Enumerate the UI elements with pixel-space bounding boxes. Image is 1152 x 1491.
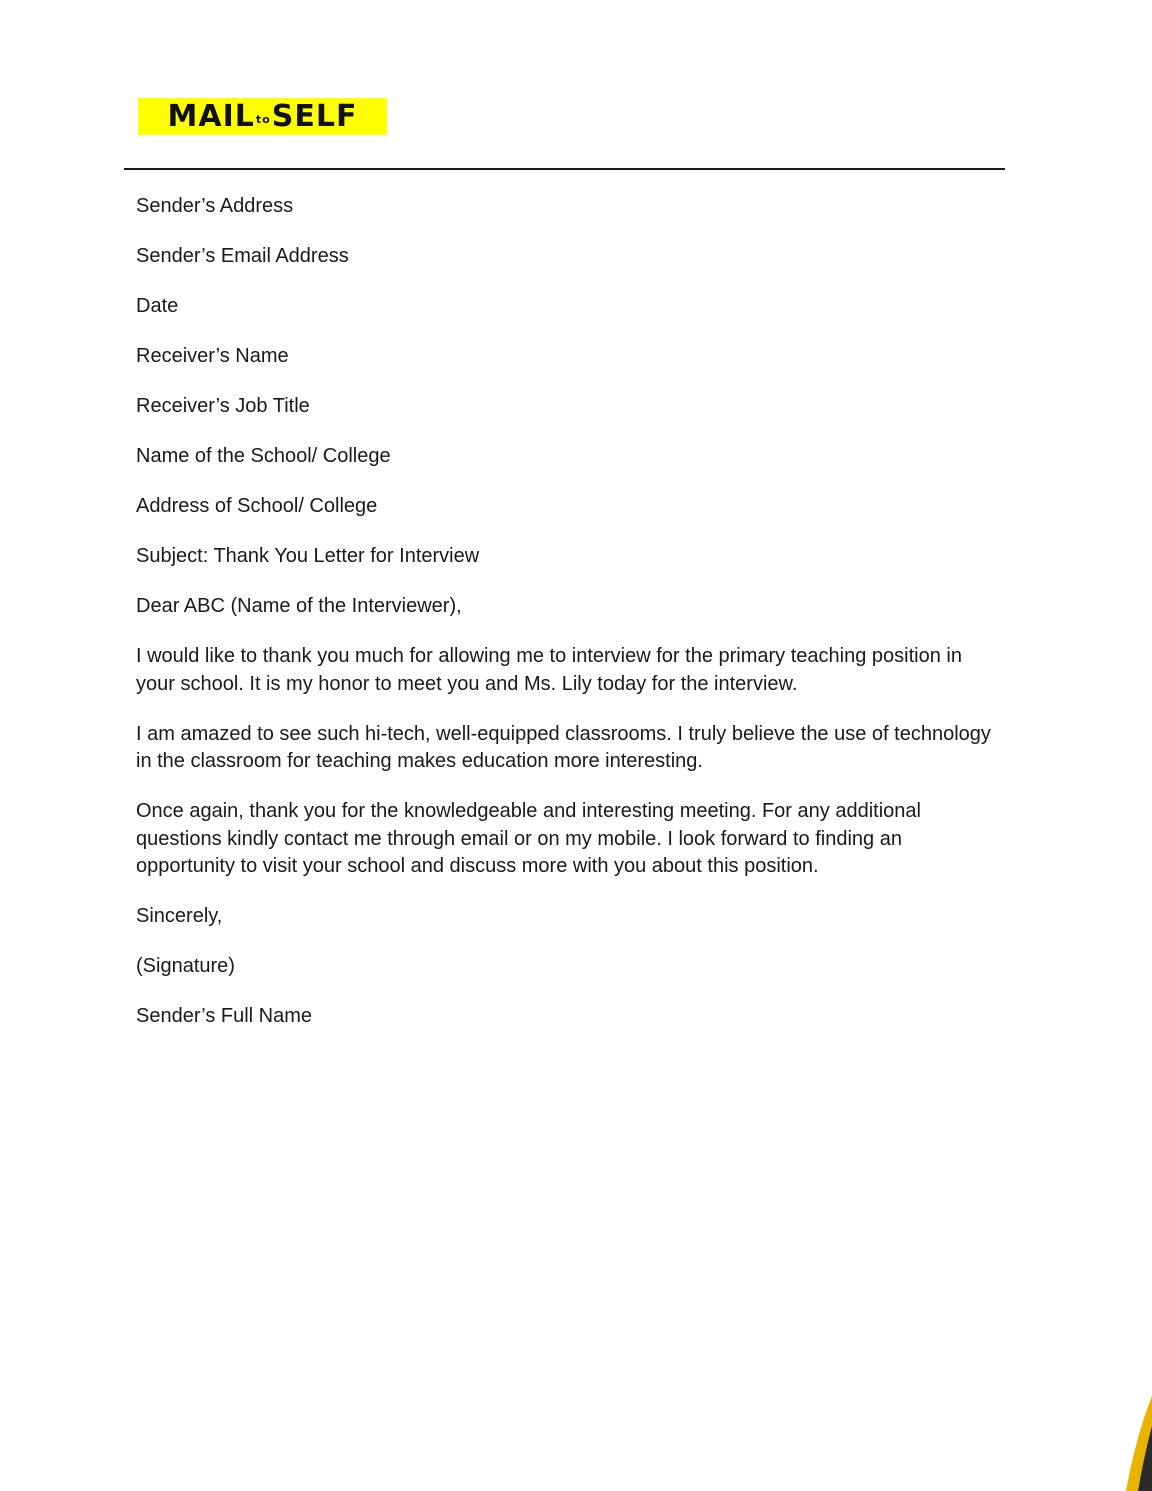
letter-body bbox=[136, 193, 1006, 1053]
school-name: Name of the School/ College bbox=[136, 445, 391, 467]
letter-salutation: Dear ABC (Name of the Interviewer), bbox=[136, 595, 462, 617]
sender-email: Sender’s Email Address bbox=[136, 245, 349, 267]
header-divider bbox=[124, 168, 1005, 170]
signature-placeholder: (Signature) bbox=[136, 955, 235, 977]
logo-word-mail: MAIL bbox=[167, 98, 255, 134]
sender-full-name: Sender’s Full Name bbox=[136, 1005, 313, 1027]
letter-closing: Sincerely, bbox=[136, 905, 223, 927]
school-address: Address of School/ College bbox=[136, 495, 378, 517]
receiver-job-title: Receiver’s Job Title bbox=[136, 395, 310, 417]
receiver-name: Receiver’s Name bbox=[136, 345, 289, 367]
letter-date: Date bbox=[136, 295, 179, 317]
letter-subject: Subject: Thank You Letter for Interview bbox=[136, 545, 480, 567]
body-paragraph-2: I am amazed to see such hi-tech, well-equipped classrooms. I truly believe the use of technology in the classroom for teaching makes education more interesting. bbox=[136, 722, 991, 772]
brand-logo-text bbox=[167, 98, 358, 134]
logo-word-self: SELF bbox=[271, 98, 358, 134]
body-paragraph-1: I would like to thank you much for allowing me to interview for the primary teaching position in your school. It is my honor to meet you and Ms. Lily today for the interview. bbox=[136, 645, 962, 695]
body-paragraph-3: Once again, thank you for the knowledgeable and interesting meeting. For any additional questions kindly contact me through email or on my mobile. I look forward to finding an opportunity to visit your school and discuss more with you about this position. bbox=[136, 800, 921, 877]
brand-logo bbox=[138, 98, 387, 135]
logo-word-to: to bbox=[255, 113, 271, 126]
sender-address: Sender’s Address bbox=[136, 195, 294, 217]
corner-decoration bbox=[1122, 1396, 1152, 1491]
